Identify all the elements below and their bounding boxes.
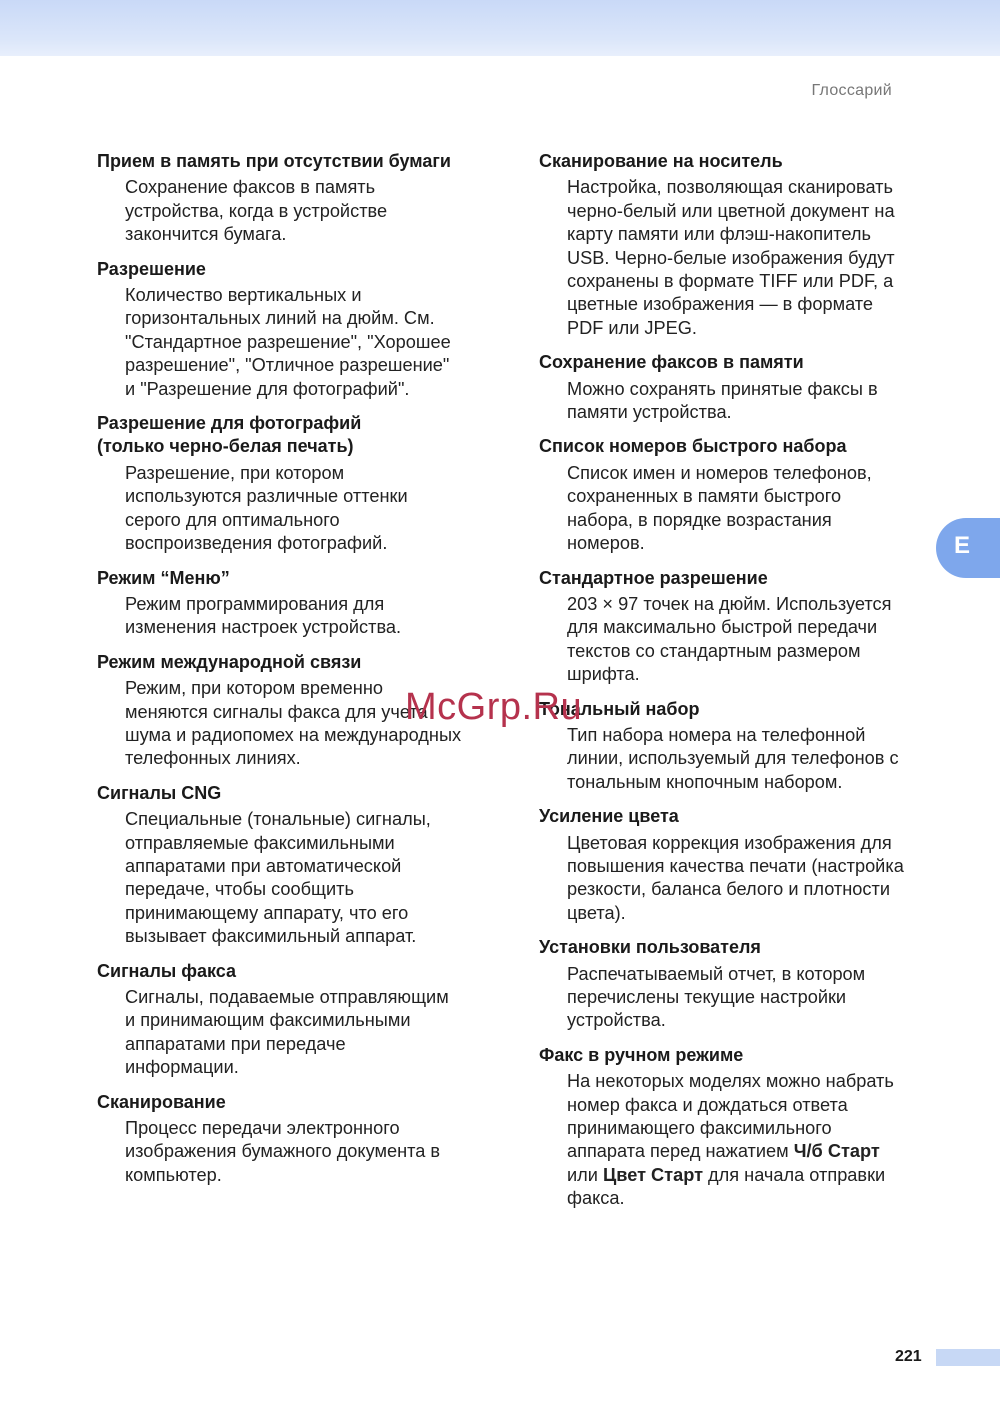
definition-line: закончится бумага. [125,224,287,245]
glossary-definition [97,462,497,556]
section-tab[interactable] [936,518,1000,578]
glossary-definition [539,1070,934,1210]
definition-line: воспроизведения фотографий. [125,533,388,554]
glossary-entry [539,150,934,340]
glossary-definition [97,593,497,640]
definition-line: цвета). [567,902,626,923]
watermark: McGrp.Ru [405,686,583,728]
definition-line: Настройка, позволяющая сканировать [567,177,893,198]
glossary-entry [97,412,497,555]
definition-line: и принимающим факсимильными [125,1010,411,1031]
definition-line: резкости, баланса белого и плотности [567,879,891,900]
definition-line: меняются сигналы факса для учета [125,701,428,722]
glossary-definition [539,378,934,425]
definition-line: "Стандартное разрешение", "Хорошее [125,331,451,352]
glossary-entry [539,351,934,424]
definition-line: Разрешение, при котором [125,462,345,483]
header-band [0,0,1000,56]
glossary-term: Сигналы CNG [97,782,222,803]
definition-line: передаче, чтобы сообщить [125,879,354,900]
definition-line: цветные изображения — в формате [567,294,874,315]
glossary-entry [539,698,934,795]
glossary-term: Усиление цвета [539,806,679,827]
definition-line: повышения качества печати (настройка [567,855,904,876]
glossary-term: Сканирование [97,1091,226,1112]
definition-line: Тип набора номера на телефонной [567,724,866,745]
definition-line: набора, в порядке возрастания [567,509,832,530]
definition-line: Режим, при котором временно [125,678,383,699]
glossary-definition [97,176,497,246]
glossary-entry [97,258,497,401]
definition-line: изменения настроек устройства. [125,617,402,638]
definition-line: Сохранение факсов в память [125,177,376,198]
definition-line: разрешение", "Отличное разрешение" [125,355,450,376]
page-number: 221 [895,1348,922,1365]
definition-line: вызывает факсимильный аппарат. [125,926,417,947]
definition-line: серого для оптимального [125,509,340,530]
definition-line: номеров. [567,533,645,554]
definition-line: Режим программирования для [125,593,385,614]
glossary-entry [97,782,497,949]
glossary-term: Факс в ручном режиме [539,1044,744,1065]
section-tab-letter: E [954,532,971,559]
definition-line: принимающему аппарату, что его [125,902,409,923]
definition-line: изображения бумажного документа в [125,1141,441,1162]
glossary-entry [539,567,934,687]
definition-text: для начала отправки [702,1164,886,1185]
definition-line: карту памяти или флэш-накопитель [567,224,871,245]
definition-line: Цветовая коррекция изображения для [567,832,892,853]
button-name-bw-start: Ч/б Старт [793,1141,880,1162]
glossary-definition [539,963,934,1033]
definition-line [567,1140,934,1163]
glossary-entry [539,805,934,925]
glossary-term: Стандартное разрешение [539,567,768,588]
glossary-definition [97,808,497,948]
glossary-entry [539,1044,934,1211]
glossary-term: Сохранение факсов в памяти [539,352,804,373]
definition-line: На некоторых моделях можно набрать [567,1071,894,1092]
definition-line: сохранены в формате TIFF или PDF, а [567,271,894,292]
definition-line: принимающего факсимильного [567,1118,832,1139]
definition-line: Процесс передачи электронного [125,1118,400,1139]
glossary-definition [539,176,934,340]
definition-line: текстов со стандартным размером [567,640,861,661]
glossary-entry [539,936,934,1033]
definition-line: и "Разрешение для фотографий". [125,378,410,399]
glossary-entry [97,1091,497,1188]
definition-line: PDF или JPEG. [567,317,697,338]
glossary-term: Установки пользователя [539,937,761,958]
button-name-color-start: Цвет Старт [602,1164,703,1185]
definition-line: Сигналы, подаваемые отправляющим [125,987,449,1007]
definition-line: тональным кнопочным набором. [567,771,843,792]
definition-line: информации. [125,1057,239,1078]
definition-line: перечислены текущие настройки [567,987,847,1007]
glossary-definition [97,986,497,1080]
definition-line: горизонтальных линий на дюйм. См. [125,308,435,329]
definition-line: Список имен и номеров телефонов, [567,462,872,483]
glossary-term: Сканирование на носитель [539,151,783,171]
glossary-definition [97,284,497,401]
definition-line: шрифта. [567,664,640,685]
glossary-column-left [97,150,497,1198]
definition-line: используются различные оттенки [125,486,408,507]
page-number-tab [936,1349,1000,1366]
glossary-definition [539,593,934,687]
glossary-definition [539,462,934,556]
definition-line: Специальные (тональные) сигналы, [125,809,431,830]
definition-line: для максимально быстрой передачи [567,617,878,638]
definition-line: Распечатываемый отчет, в котором [567,963,866,984]
definition-line: Количество вертикальных и [125,285,362,306]
glossary-term: Режим “Меню” [97,567,230,588]
glossary-term: Тональный набор [539,698,700,719]
definition-line: номер факса и дождаться ответа [567,1094,848,1115]
definition-line: линии, используемый для телефонов с [567,748,899,769]
definition-line: 203 × 97 точек на дюйм. Используется [567,593,892,614]
glossary-entry [97,150,497,247]
glossary-term-continuation: (только черно-белая печать) [97,436,354,457]
glossary-term: Режим международной связи [97,651,362,672]
definition-line: Можно сохранять принятые факсы в [567,378,878,399]
definition-line: телефонных линиях. [125,748,301,769]
glossary-entry [97,960,497,1080]
definition-line: устройства, когда в устройстве [125,200,388,221]
definition-text: или [567,1164,603,1185]
glossary-entry [97,567,497,640]
definition-line: устройства. [567,1010,666,1031]
glossary-term: Прием в память при отсутствии бумаги [97,151,451,171]
definition-line: памяти устройства. [567,402,732,423]
glossary-column-right [539,150,934,1222]
definition-line: сохраненных в памяти быстрого [567,486,842,507]
glossary-term: Разрешение [97,258,206,279]
definition-text: аппарата перед нажатием [567,1141,794,1162]
definition-line: шума и радиопомех на международных [125,724,462,745]
definition-line: отправляемые факсимильными [125,832,395,853]
definition-line: компьютер. [125,1164,222,1185]
definition-line: черно-белый или цветной документ на [567,200,895,221]
definition-line: аппаратами при автоматической [125,855,402,876]
glossary-definition [539,832,934,926]
glossary-term: Сигналы факса [97,960,237,981]
definition-line: факса. [567,1188,625,1209]
definition-line: USB. Черно-белые изображения будут [567,247,895,268]
glossary-definition [97,1117,497,1187]
glossary-entry [539,435,934,555]
glossary-term: Разрешение для фотографий [97,413,362,434]
definition-line [567,1164,934,1187]
definition-line: аппаратами при передаче [125,1033,346,1054]
glossary-term: Список номеров быстрого набора [539,436,847,457]
glossary-definition [539,724,934,794]
section-title: Глоссарий [811,82,892,99]
